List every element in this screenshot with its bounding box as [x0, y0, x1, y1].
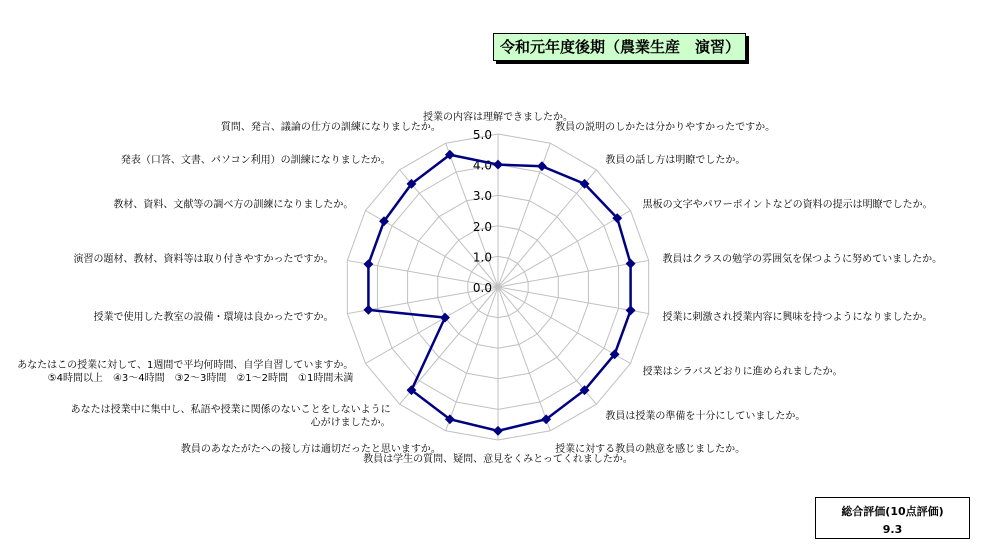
- summary-box: [815, 497, 970, 539]
- category-label-line: 質問、発言、議論の仕方の訓練になりましたか。: [220, 122, 441, 134]
- category-label-line: 教員のあなたがたへの接し方は適切だったと思いますか。: [180, 443, 441, 455]
- category-label: [423, 110, 573, 123]
- category-label-line: 教材、資料、文献等の調べ方の訓練になりましたか。: [113, 199, 354, 211]
- category-label-line: 黒板の文字やパワーポイントなどの資料の提示は明瞭でしたか。: [642, 199, 933, 211]
- category-label: [605, 153, 745, 166]
- category-label: [643, 198, 933, 211]
- category-label: [662, 310, 932, 323]
- category-label: [221, 120, 441, 133]
- category-label-line: 授業で使用した教室の設備・環境は良かったですか。: [93, 311, 334, 323]
- category-label-line: 発表（口答、文書、パソコン利用）の訓練になりましたか。: [120, 155, 391, 167]
- category-label: [17, 358, 353, 384]
- series-point: [363, 305, 373, 315]
- tick-label: 1.0: [472, 250, 492, 265]
- tick-label: 2.0: [472, 219, 492, 234]
- chart-title: 令和元年度後期（農業生産 演習）: [493, 33, 746, 61]
- category-label-line: 演習の題材、教材、資料等は取り付きやすかったですか。: [73, 254, 334, 266]
- category-label: [74, 252, 334, 265]
- category-label: [555, 442, 745, 455]
- category-label-line: 教員の話し方は明瞭でしたか。: [605, 155, 746, 167]
- category-label-line: 教員は授業の準備を十分にしていましたか。: [605, 410, 806, 422]
- category-label: [71, 402, 391, 428]
- radar-series: [363, 150, 635, 436]
- summary-label: 総合評価(10点評価): [841, 505, 944, 518]
- category-label: [94, 310, 334, 323]
- category-label: [181, 442, 441, 455]
- series-point: [537, 161, 547, 171]
- radar-spokes: [347, 134, 648, 440]
- tick-label: 5.0: [472, 128, 492, 142]
- category-label-line: あなたはこの授業に対して、1週間で平均何時間、自学自習していますか。: [17, 360, 354, 371]
- category-label-line: 教員の説明のしかたは分かりやすかったですか。: [555, 122, 776, 134]
- radar-tick-labels: [473, 128, 492, 295]
- tick-label: 0.0: [472, 281, 492, 295]
- category-label-line: 授業の内容は理解できましたか。: [423, 112, 573, 123]
- category-label-line: ⑤4時間以上 ④3〜4時間 ③2〜3時間 ②1〜2時間 ①1時間未満: [47, 373, 354, 384]
- category-label: [555, 120, 775, 133]
- grid-spoke: [498, 287, 550, 431]
- category-label-line: 授業に刺激され授業内容に興味を持つようになりましたか。: [662, 311, 933, 323]
- series-point: [493, 426, 503, 436]
- category-label: [605, 409, 805, 422]
- category-label: [121, 153, 391, 166]
- series-point: [363, 259, 373, 269]
- grid-spoke: [446, 287, 498, 431]
- category-label-line: 授業はシラバスどおりに進められましたか。: [642, 366, 843, 378]
- tick-label: 4.0: [472, 158, 492, 173]
- category-label-line: 授業に対する教員の熱意を感じましたか。: [555, 443, 746, 455]
- series-point: [626, 305, 636, 315]
- category-label-line: 教員はクラスの勉学の雰囲気を保つように努めていましたか。: [662, 254, 943, 266]
- category-label: [662, 252, 942, 265]
- category-label: [113, 198, 353, 211]
- category-label-line: あなたは授業中に集中し、私語や授業に関係のないことをしないように: [70, 404, 391, 416]
- series-point: [493, 160, 503, 170]
- category-label: [643, 365, 843, 378]
- category-label-line: 心がけましたか。: [310, 417, 391, 429]
- category-label-line: 教員は学生の質問、疑問、意見をくみとってくれましたか。: [363, 454, 633, 465]
- summary-value: 9.3: [882, 523, 903, 536]
- tick-label: 3.0: [472, 189, 492, 204]
- series-point: [626, 259, 636, 269]
